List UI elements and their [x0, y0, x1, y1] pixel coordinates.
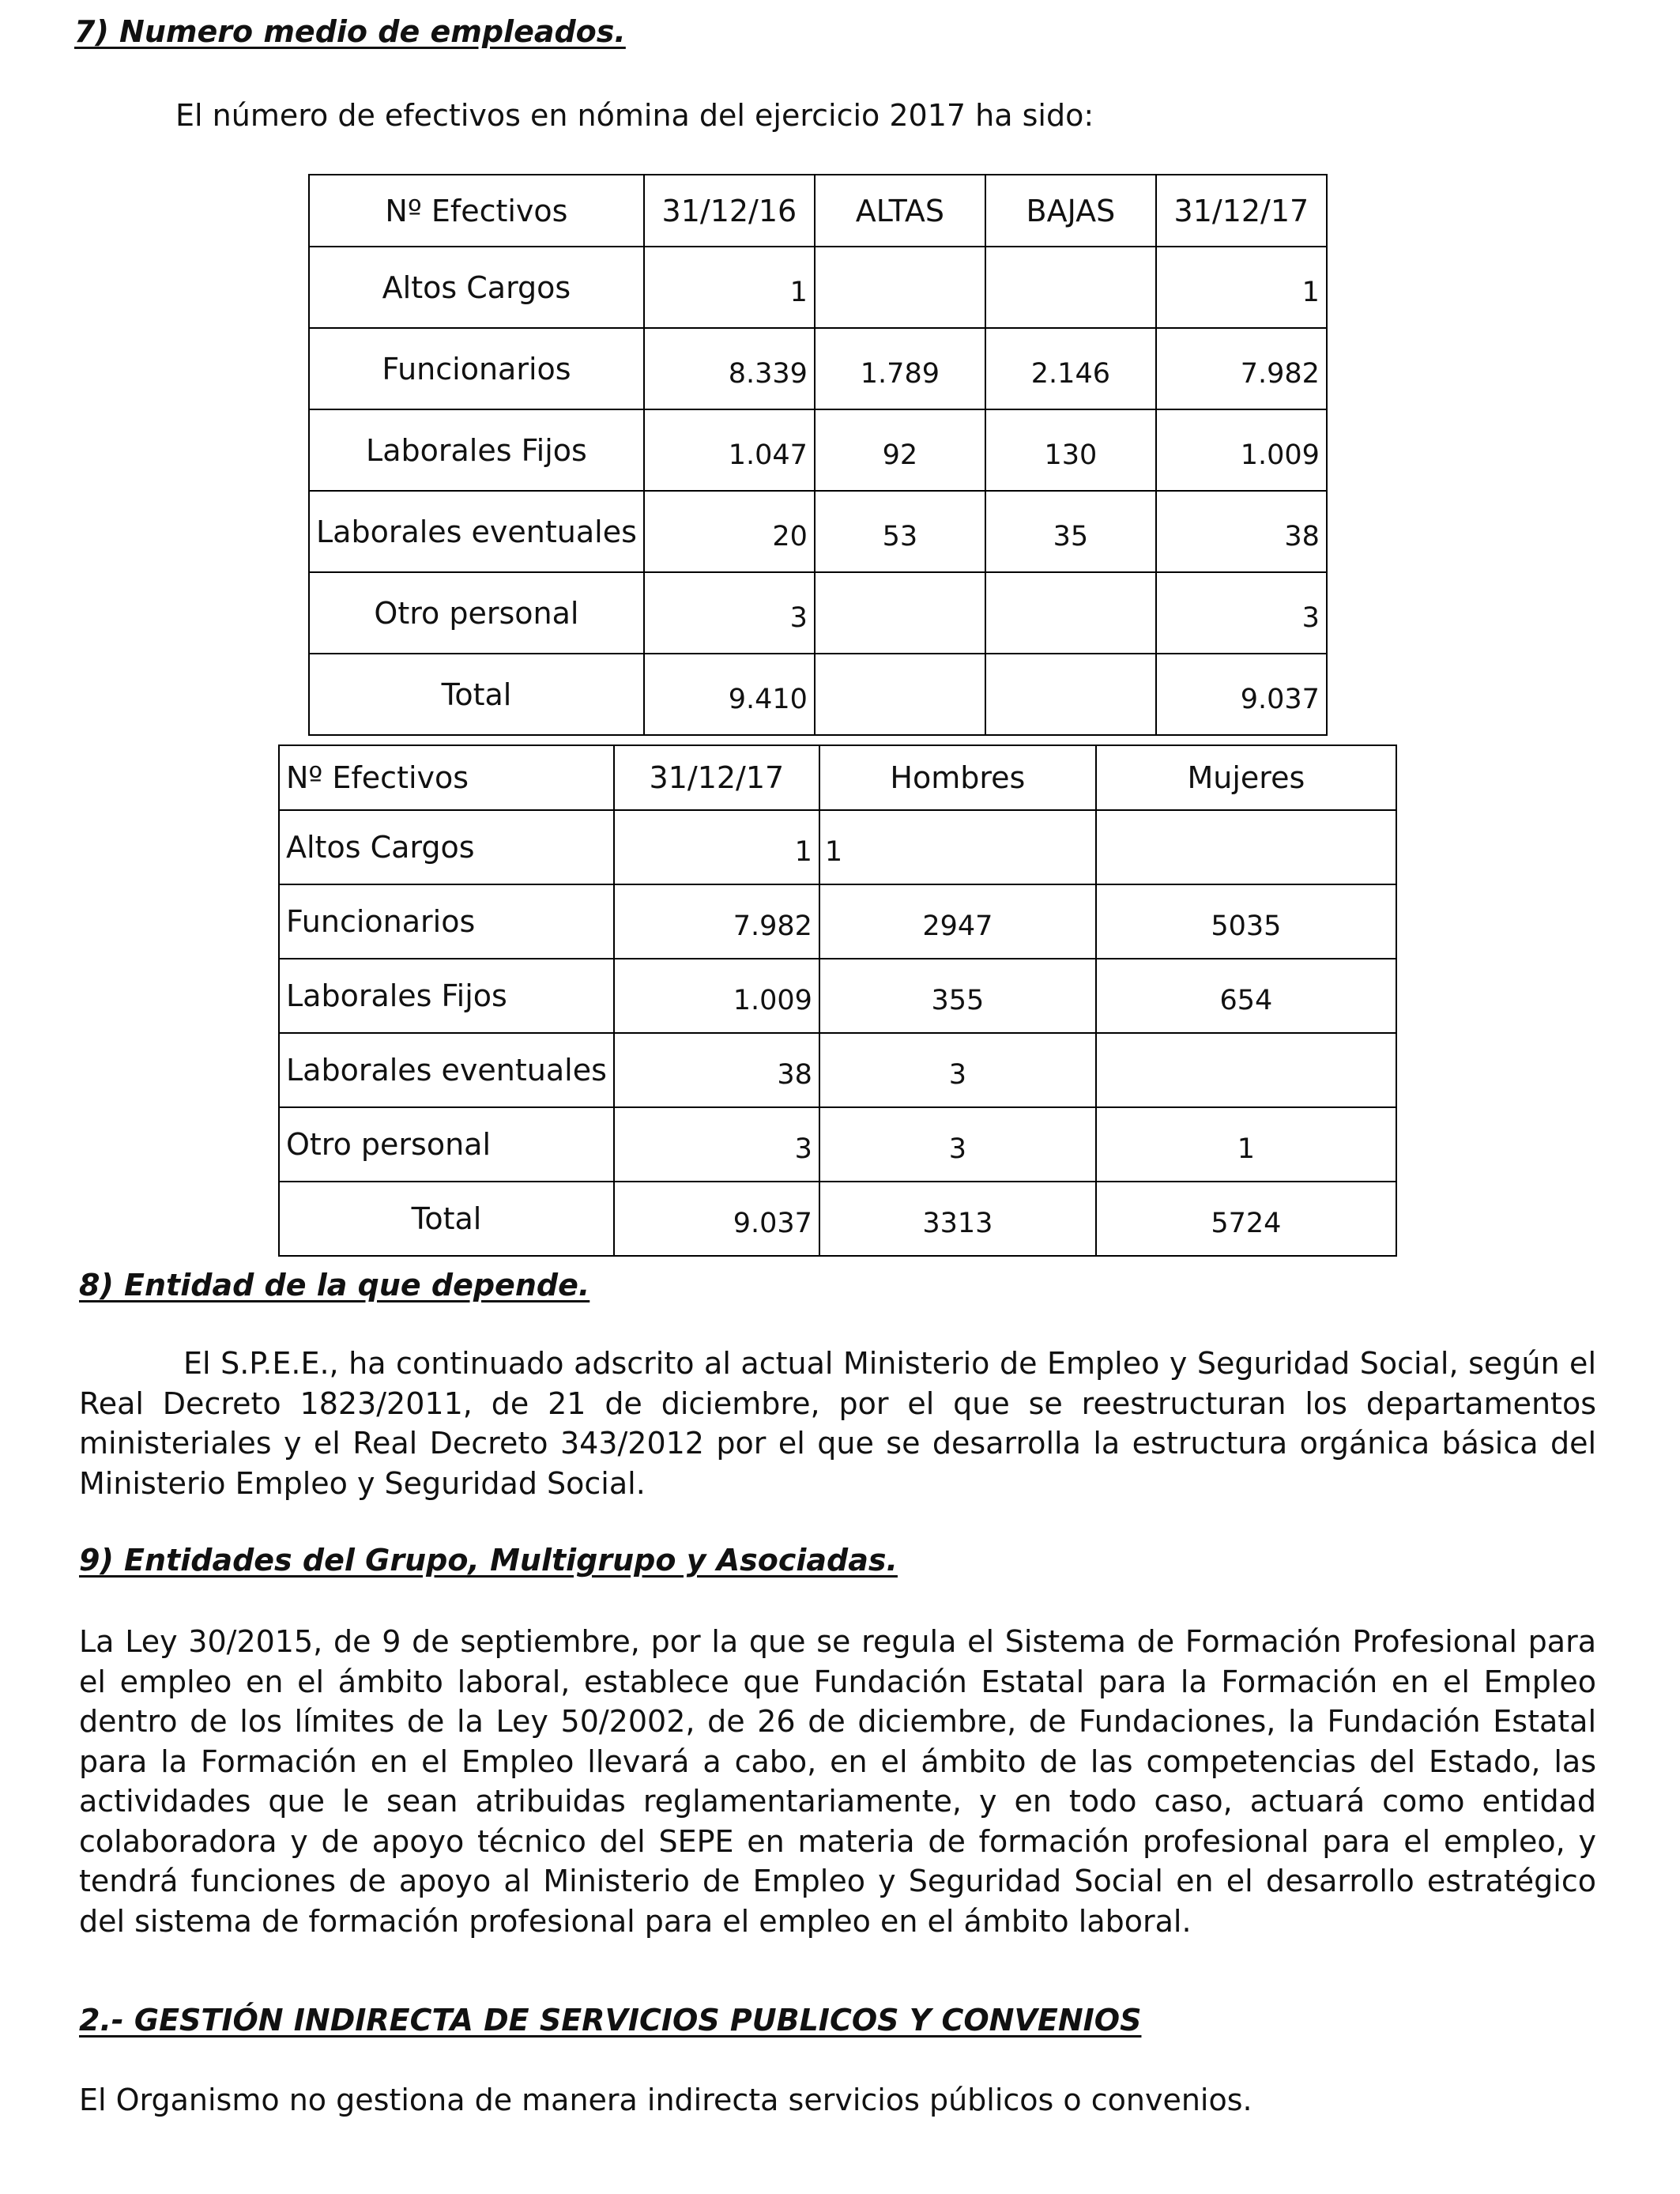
- table-cell: 1: [614, 810, 819, 884]
- table-cell: 3: [819, 1107, 1096, 1182]
- table-cell: 654: [1096, 959, 1396, 1033]
- table-cell: [1096, 1033, 1396, 1107]
- table-cell: 1.009: [1156, 409, 1327, 491]
- table-cell: [1096, 810, 1396, 884]
- table-cell: [815, 247, 985, 328]
- section-7-intro: El número de efectivos en nómina del ejercicio 2017 ha sido:: [175, 98, 1094, 133]
- table-cell: 38: [1156, 491, 1327, 572]
- table-row: [309, 572, 1327, 654]
- table-cell: 355: [819, 959, 1096, 1033]
- table-cell: 9.037: [614, 1182, 819, 1256]
- table-row-label: Funcionarios: [309, 328, 644, 409]
- table-cell: 53: [815, 491, 985, 572]
- table-cell: 1: [819, 810, 1096, 884]
- table-header-cell: 31/12/17: [614, 745, 819, 810]
- table-total-row: [309, 654, 1327, 735]
- table-header-row: [309, 175, 1327, 247]
- table-row: [279, 959, 1396, 1033]
- table-cell: 3: [1156, 572, 1327, 654]
- table-row: [309, 328, 1327, 409]
- table-cell: 35: [985, 491, 1156, 572]
- staff-movements-table: [308, 174, 1328, 736]
- table-header-cell: ALTAS: [815, 175, 985, 247]
- section-9-body: La Ley 30/2015, de 9 de septiembre, por la que se regula el Sistema de Formación Profesional para el empleo en el ámbito laboral, establece que Fundación Estatal para la Formación en el Empleo dentro de los límites de la Ley 50/2002, de 26 de diciembre, de Fundaciones, la Fundación Estatal para la Formación en el Empleo llevará a cabo, en el ámbito de las competencias del Estado, las actividades que le sean atribuidas reglamentariamente, y en todo caso, actuará como entidad colaboradora y de apoyo técnico del SEPE en materia de formación profesional para el empleo, y tendrá funciones de apoyo al Ministerio de Empleo y Seguridad Social en el desarrollo estratégico del sistema de formación profesional para el empleo en el ámbito laboral.: [79, 1624, 1596, 1939]
- table-cell: 8.339: [644, 328, 815, 409]
- table-cell: [985, 572, 1156, 654]
- table-row: [309, 247, 1327, 328]
- table-cell: 1: [1096, 1107, 1396, 1182]
- table-cell: [985, 247, 1156, 328]
- table-cell: 1: [1156, 247, 1327, 328]
- table-row-label: Altos Cargos: [309, 247, 644, 328]
- table-row: [279, 810, 1396, 884]
- section-7-heading: 7) Numero medio de empleados.: [74, 14, 626, 49]
- section-9-heading: 9) Entidades del Grupo, Multigrupo y Asociadas.: [79, 1543, 898, 1578]
- table-cell: 1.789: [815, 328, 985, 409]
- table-cell: 1.047: [644, 409, 815, 491]
- table-cell: 92: [815, 409, 985, 491]
- table-cell: 2.146: [985, 328, 1156, 409]
- table-cell: 9.410: [644, 654, 815, 735]
- section-2-body: El Organismo no gestiona de manera indirecta servicios públicos o convenios.: [79, 2083, 1252, 2117]
- table-row-label: Funcionarios: [279, 884, 614, 959]
- table-cell: 130: [985, 409, 1156, 491]
- table-cell: [815, 572, 985, 654]
- table-row-label: Laborales Fijos: [309, 409, 644, 491]
- table-header-row: [279, 745, 1396, 810]
- table-header-cell: Nº Efectivos: [309, 175, 644, 247]
- table-cell: 2947: [819, 884, 1096, 959]
- table-header-cell: 31/12/16: [644, 175, 815, 247]
- table-cell: 3: [819, 1033, 1096, 1107]
- table-header-cell: Mujeres: [1096, 745, 1396, 810]
- table-row-label: Otro personal: [279, 1107, 614, 1182]
- table-row-label: Laborales Fijos: [279, 959, 614, 1033]
- section-8-heading: 8) Entidad de la que depende.: [79, 1268, 590, 1302]
- table-row-label: Laborales eventuales: [279, 1033, 614, 1107]
- table-row-label: Otro personal: [309, 572, 644, 654]
- table-cell: 9.037: [1156, 654, 1327, 735]
- table-row-label: Laborales eventuales: [309, 491, 644, 572]
- table-cell: 3: [644, 572, 815, 654]
- table-header-cell: Nº Efectivos: [279, 745, 614, 810]
- table-cell: [815, 654, 985, 735]
- section-2-heading: 2.- GESTIÓN INDIRECTA DE SERVICIOS PUBLICOS Y CONVENIOS: [79, 2003, 1142, 2038]
- table-row: [279, 884, 1396, 959]
- section-8-body: El S.P.E.E., ha continuado adscrito al actual Ministerio de Empleo y Seguridad Social, según el Real Decreto 1823/2011, de 21 de diciembre, por el que se reestructuran los departamentos ministeriales y el Real Decreto 343/2012 por el que se desarrolla la estructura orgánica básica del Ministerio Empleo y Seguridad Social.: [79, 1346, 1596, 1501]
- table-row: [279, 1107, 1396, 1182]
- table-cell: 5724: [1096, 1182, 1396, 1256]
- table-cell: [985, 654, 1156, 735]
- table-cell: 7.982: [1156, 328, 1327, 409]
- table-cell: 5035: [1096, 884, 1396, 959]
- table-row: [309, 409, 1327, 491]
- table-header-cell: Hombres: [819, 745, 1096, 810]
- table-cell: 20: [644, 491, 815, 572]
- table-row: [279, 1033, 1396, 1107]
- table-total-row: [279, 1182, 1396, 1256]
- table-cell: 1.009: [614, 959, 819, 1033]
- table-row-label: Total: [309, 654, 644, 735]
- table-cell: 3: [614, 1107, 819, 1182]
- table-cell: 7.982: [614, 884, 819, 959]
- staff-gender-table: [278, 745, 1397, 1257]
- table-header-cell: 31/12/17: [1156, 175, 1327, 247]
- table-row-label: Altos Cargos: [279, 810, 614, 884]
- table-cell: 3313: [819, 1182, 1096, 1256]
- table-cell: 38: [614, 1033, 819, 1107]
- table-cell: 1: [644, 247, 815, 328]
- table-row-label: Total: [279, 1182, 614, 1256]
- table-header-cell: BAJAS: [985, 175, 1156, 247]
- table-row: [309, 491, 1327, 572]
